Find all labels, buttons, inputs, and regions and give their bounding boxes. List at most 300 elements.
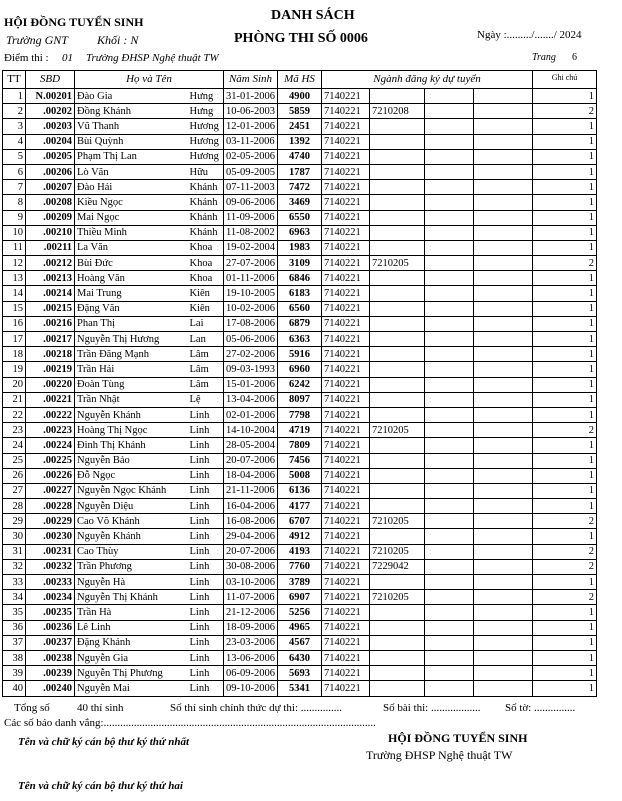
cell-nganh-2 bbox=[370, 529, 425, 544]
cell-mahs: 1787 bbox=[278, 164, 322, 179]
cell-ghichu: 2 bbox=[533, 256, 597, 271]
cell-nganh-2 bbox=[370, 635, 425, 650]
sheet-count: Số tờ: ............... bbox=[505, 702, 576, 714]
cell-nganh-1: 7140221 bbox=[322, 195, 370, 210]
cell-mahs: 5341 bbox=[278, 681, 322, 696]
cell-mahs: 7472 bbox=[278, 180, 322, 195]
cell-ho-ten: Nguyễn Ngọc Khánh bbox=[75, 483, 188, 498]
cell-nganh-3 bbox=[425, 483, 474, 498]
cell-nganh-3 bbox=[425, 134, 474, 149]
cell-dob: 27-07-2006 bbox=[224, 256, 278, 271]
table-row bbox=[3, 423, 597, 438]
cell-dob: 20-07-2006 bbox=[224, 453, 278, 468]
cell-ho-ten: Trần Hải bbox=[75, 362, 188, 377]
cell-nganh-3 bbox=[425, 635, 474, 650]
cell-tt: 40 bbox=[3, 681, 26, 696]
cell-nganh-1: 7140221 bbox=[322, 180, 370, 195]
cell-nganh-3 bbox=[425, 256, 474, 271]
cell-ghichu: 1 bbox=[533, 195, 597, 210]
cell-ho-ten: Bùi Đức bbox=[75, 256, 188, 271]
cell-nganh-3 bbox=[425, 605, 474, 620]
cell-ghichu: 1 bbox=[533, 392, 597, 407]
cell-ghichu: 1 bbox=[533, 316, 597, 331]
cell-mahs: 6560 bbox=[278, 301, 322, 316]
cell-nganh-4 bbox=[474, 635, 533, 650]
cell-ghichu: 1 bbox=[533, 605, 597, 620]
cell-ghichu: 1 bbox=[533, 468, 597, 483]
table-row bbox=[3, 575, 597, 590]
cell-ho-ten: Hoàng Văn bbox=[75, 271, 188, 286]
diem-thi-code: 01 bbox=[62, 52, 73, 64]
cell-nganh-1: 7140221 bbox=[322, 347, 370, 362]
cell-nganh-2 bbox=[370, 666, 425, 681]
cell-nganh-2 bbox=[370, 225, 425, 240]
cell-sbd: .00227 bbox=[26, 483, 75, 498]
cell-tt: 31 bbox=[3, 544, 26, 559]
cell-nganh-2 bbox=[370, 240, 425, 255]
cell-nganh-4 bbox=[474, 514, 533, 529]
table-row bbox=[3, 681, 597, 696]
council-signature: HỘI ĐỒNG TUYỂN SINH bbox=[388, 731, 528, 745]
cell-tt: 7 bbox=[3, 180, 26, 195]
cell-sbd: .00209 bbox=[26, 210, 75, 225]
cell-nganh-3 bbox=[425, 559, 474, 574]
cell-ho-ten: Mai Trung bbox=[75, 286, 188, 301]
cell-ho-ten: Cao Thùy bbox=[75, 544, 188, 559]
cell-nganh-3 bbox=[425, 347, 474, 362]
cell-nganh-3 bbox=[425, 423, 474, 438]
candidate-table bbox=[2, 70, 597, 697]
cell-tt: 28 bbox=[3, 499, 26, 514]
cell-dob: 06-09-2006 bbox=[224, 666, 278, 681]
cell-ten: Lâm bbox=[188, 362, 224, 377]
cell-nganh-4 bbox=[474, 377, 533, 392]
cell-sbd: .00202 bbox=[26, 104, 75, 119]
cell-ten: Linh bbox=[188, 407, 224, 422]
cell-ten: Lâm bbox=[188, 347, 224, 362]
cell-tt: 30 bbox=[3, 529, 26, 544]
cell-ten: Khoa bbox=[188, 256, 224, 271]
cell-ghichu: 1 bbox=[533, 149, 597, 164]
cell-ten: Lâm bbox=[188, 377, 224, 392]
cell-mahs: 5256 bbox=[278, 605, 322, 620]
cell-ghichu: 1 bbox=[533, 240, 597, 255]
cell-ten: Linh bbox=[188, 529, 224, 544]
cell-sbd: .00230 bbox=[26, 529, 75, 544]
cell-ghichu: 1 bbox=[533, 89, 597, 104]
cell-nganh-2: 7210208 bbox=[370, 104, 425, 119]
cell-tt: 33 bbox=[3, 575, 26, 590]
table-row bbox=[3, 149, 597, 164]
cell-nganh-1: 7140221 bbox=[322, 332, 370, 347]
cell-tt: 6 bbox=[3, 164, 26, 179]
cell-nganh-3 bbox=[425, 286, 474, 301]
table-row bbox=[3, 514, 597, 529]
cell-tt: 19 bbox=[3, 362, 26, 377]
page-number: 6 bbox=[572, 52, 577, 63]
cell-mahs: 7809 bbox=[278, 438, 322, 453]
cell-ten: Linh bbox=[188, 468, 224, 483]
cell-tt: 12 bbox=[3, 256, 26, 271]
cell-nganh-2 bbox=[370, 164, 425, 179]
cell-nganh-1: 7140221 bbox=[322, 681, 370, 696]
cell-ghichu: 1 bbox=[533, 119, 597, 134]
table-row bbox=[3, 104, 597, 119]
table-row bbox=[3, 362, 597, 377]
cell-nganh-1: 7140221 bbox=[322, 392, 370, 407]
cell-nganh-2 bbox=[370, 134, 425, 149]
cell-dob: 17-08-2006 bbox=[224, 316, 278, 331]
cell-tt: 37 bbox=[3, 635, 26, 650]
cell-ho-ten: Đặng Khánh bbox=[75, 635, 188, 650]
cell-dob: 16-08-2006 bbox=[224, 514, 278, 529]
cell-ho-ten: Kiều Ngọc bbox=[75, 195, 188, 210]
table-row bbox=[3, 559, 597, 574]
cell-ho-ten: Đồng Khánh bbox=[75, 104, 188, 119]
cell-ghichu: 1 bbox=[533, 134, 597, 149]
cell-nganh-2 bbox=[370, 605, 425, 620]
cell-ten: Lệ bbox=[188, 392, 224, 407]
cell-sbd: .00221 bbox=[26, 392, 75, 407]
col-dob: Năm Sinh bbox=[224, 71, 278, 89]
cell-sbd: .00211 bbox=[26, 240, 75, 255]
cell-nganh-4 bbox=[474, 620, 533, 635]
cell-tt: 24 bbox=[3, 438, 26, 453]
cell-nganh-4 bbox=[474, 544, 533, 559]
table-row bbox=[3, 180, 597, 195]
cell-nganh-1: 7140221 bbox=[322, 499, 370, 514]
table-row bbox=[3, 210, 597, 225]
school-label: Trường GNT bbox=[6, 33, 68, 47]
cell-dob: 03-11-2006 bbox=[224, 134, 278, 149]
cell-sbd: .00210 bbox=[26, 225, 75, 240]
cell-nganh-3 bbox=[425, 438, 474, 453]
cell-nganh-2: 7210205 bbox=[370, 423, 425, 438]
cell-nganh-3 bbox=[425, 210, 474, 225]
cell-sbd: .00236 bbox=[26, 620, 75, 635]
cell-nganh-1: 7140221 bbox=[322, 529, 370, 544]
cell-ghichu: 2 bbox=[533, 544, 597, 559]
cell-nganh-1: 7140221 bbox=[322, 149, 370, 164]
cell-nganh-3 bbox=[425, 301, 474, 316]
table-row bbox=[3, 529, 597, 544]
cell-nganh-2 bbox=[370, 468, 425, 483]
cell-nganh-2 bbox=[370, 453, 425, 468]
cell-dob: 21-11-2006 bbox=[224, 483, 278, 498]
cell-sbd: .00218 bbox=[26, 347, 75, 362]
cell-mahs: 3789 bbox=[278, 575, 322, 590]
cell-nganh-3 bbox=[425, 544, 474, 559]
cell-sbd: .00217 bbox=[26, 332, 75, 347]
cell-nganh-2 bbox=[370, 332, 425, 347]
cell-dob: 07-11-2003 bbox=[224, 180, 278, 195]
cell-ten: Linh bbox=[188, 620, 224, 635]
cell-nganh-2 bbox=[370, 575, 425, 590]
absent-list: Các số báo danh vắng:................................................................................................... bbox=[4, 717, 376, 729]
cell-nganh-3 bbox=[425, 453, 474, 468]
cell-dob: 29-04-2006 bbox=[224, 529, 278, 544]
cell-dob: 05-09-2005 bbox=[224, 164, 278, 179]
cell-sbd: .00220 bbox=[26, 377, 75, 392]
table-row bbox=[3, 453, 597, 468]
table-row bbox=[3, 195, 597, 210]
cell-nganh-1: 7140221 bbox=[322, 316, 370, 331]
cell-ten: Lai bbox=[188, 316, 224, 331]
cell-nganh-3 bbox=[425, 104, 474, 119]
cell-nganh-3 bbox=[425, 271, 474, 286]
cell-nganh-2 bbox=[370, 650, 425, 665]
cell-nganh-2 bbox=[370, 119, 425, 134]
cell-nganh-4 bbox=[474, 666, 533, 681]
cell-dob: 16-04-2006 bbox=[224, 499, 278, 514]
cell-sbd: .00214 bbox=[26, 286, 75, 301]
cell-ten: Linh bbox=[188, 681, 224, 696]
cell-ho-ten: Hoàng Thị Ngọc bbox=[75, 423, 188, 438]
cell-nganh-1: 7140221 bbox=[322, 286, 370, 301]
cell-mahs: 6550 bbox=[278, 210, 322, 225]
cell-nganh-4 bbox=[474, 180, 533, 195]
table-row bbox=[3, 347, 597, 362]
cell-ho-ten: Nguyễn Mai bbox=[75, 681, 188, 696]
cell-ten: Hương bbox=[188, 134, 224, 149]
cell-ho-ten: Nguyễn Thị Phương bbox=[75, 666, 188, 681]
cell-sbd: .00231 bbox=[26, 544, 75, 559]
cell-ho-ten: Thiều Minh bbox=[75, 225, 188, 240]
cell-mahs: 6707 bbox=[278, 514, 322, 529]
cell-nganh-2: 7210205 bbox=[370, 256, 425, 271]
col-ghichu: Ghi chú bbox=[533, 71, 597, 89]
cell-nganh-2 bbox=[370, 483, 425, 498]
table-row bbox=[3, 164, 597, 179]
cell-tt: 32 bbox=[3, 559, 26, 574]
cell-tt: 9 bbox=[3, 210, 26, 225]
cell-nganh-4 bbox=[474, 483, 533, 498]
cell-nganh-4 bbox=[474, 256, 533, 271]
page-label: Trang bbox=[532, 52, 556, 63]
cell-tt: 38 bbox=[3, 650, 26, 665]
cell-ho-ten: Nguyễn Gia bbox=[75, 650, 188, 665]
cell-dob: 28-05-2004 bbox=[224, 438, 278, 453]
cell-dob: 11-07-2006 bbox=[224, 590, 278, 605]
cell-nganh-3 bbox=[425, 180, 474, 195]
cell-ho-ten: Cao Võ Khánh bbox=[75, 514, 188, 529]
cell-tt: 5 bbox=[3, 149, 26, 164]
cell-nganh-1: 7140221 bbox=[322, 119, 370, 134]
cell-nganh-3 bbox=[425, 149, 474, 164]
cell-mahs: 4567 bbox=[278, 635, 322, 650]
cell-ghichu: 1 bbox=[533, 438, 597, 453]
cell-mahs: 3469 bbox=[278, 195, 322, 210]
cell-ho-ten: Đỗ Ngọc bbox=[75, 468, 188, 483]
table-row bbox=[3, 544, 597, 559]
cell-tt: 20 bbox=[3, 377, 26, 392]
cell-nganh-2 bbox=[370, 316, 425, 331]
cell-nganh-3 bbox=[425, 407, 474, 422]
cell-nganh-1: 7140221 bbox=[322, 620, 370, 635]
cell-nganh-1: 7140221 bbox=[322, 89, 370, 104]
cell-mahs: 6183 bbox=[278, 286, 322, 301]
table-row bbox=[3, 605, 597, 620]
cell-nganh-4 bbox=[474, 332, 533, 347]
cell-dob: 18-04-2006 bbox=[224, 468, 278, 483]
col-nganh: Ngành đăng ký dự tuyển bbox=[322, 71, 533, 89]
cell-ghichu: 1 bbox=[533, 407, 597, 422]
table-row bbox=[3, 316, 597, 331]
cell-dob: 10-06-2003 bbox=[224, 104, 278, 119]
table-row bbox=[3, 438, 597, 453]
cell-ghichu: 1 bbox=[533, 301, 597, 316]
date-field: Ngày :........./......./ 2024 bbox=[477, 29, 582, 41]
cell-nganh-2 bbox=[370, 407, 425, 422]
cell-ten: Linh bbox=[188, 499, 224, 514]
cell-sbd: .00235 bbox=[26, 605, 75, 620]
cell-ho-ten: Nguyễn Khánh bbox=[75, 529, 188, 544]
cell-ghichu: 1 bbox=[533, 499, 597, 514]
cell-ten: Linh bbox=[188, 635, 224, 650]
cell-ho-ten: Lê Linh bbox=[75, 620, 188, 635]
cell-ho-ten: Bùi Quỳnh bbox=[75, 134, 188, 149]
cell-nganh-1: 7140221 bbox=[322, 256, 370, 271]
cell-sbd: .00216 bbox=[26, 316, 75, 331]
cell-tt: 22 bbox=[3, 407, 26, 422]
cell-ho-ten: Đào Hải bbox=[75, 180, 188, 195]
cell-nganh-1: 7140221 bbox=[322, 544, 370, 559]
cell-sbd: .00229 bbox=[26, 514, 75, 529]
cell-nganh-3 bbox=[425, 89, 474, 104]
cell-ghichu: 1 bbox=[533, 620, 597, 635]
cell-nganh-2 bbox=[370, 347, 425, 362]
cell-ho-ten: Trần Phương bbox=[75, 559, 188, 574]
cell-dob: 11-08-2002 bbox=[224, 225, 278, 240]
cell-mahs: 4740 bbox=[278, 149, 322, 164]
cell-nganh-3 bbox=[425, 240, 474, 255]
cell-ho-ten: Mai Ngọc bbox=[75, 210, 188, 225]
cell-sbd: .00234 bbox=[26, 590, 75, 605]
col-name: Họ và Tên bbox=[75, 71, 224, 89]
cell-dob: 27-02-2006 bbox=[224, 347, 278, 362]
cell-mahs: 4965 bbox=[278, 620, 322, 635]
cell-ghichu: 1 bbox=[533, 453, 597, 468]
cell-ten: Khánh bbox=[188, 195, 224, 210]
cell-ho-ten: Phạm Thị Lan bbox=[75, 149, 188, 164]
cell-ghichu: 2 bbox=[533, 104, 597, 119]
cell-sbd: N.00201 bbox=[26, 89, 75, 104]
table-row bbox=[3, 89, 597, 104]
cell-dob: 30-08-2006 bbox=[224, 559, 278, 574]
cell-nganh-3 bbox=[425, 468, 474, 483]
cell-nganh-1: 7140221 bbox=[322, 468, 370, 483]
table-header-row bbox=[3, 71, 597, 89]
cell-ho-ten: Phan Thị bbox=[75, 316, 188, 331]
cell-nganh-3 bbox=[425, 332, 474, 347]
cell-ten: Hưng bbox=[188, 89, 224, 104]
cell-sbd: .00239 bbox=[26, 666, 75, 681]
cell-nganh-3 bbox=[425, 681, 474, 696]
cell-tt: 11 bbox=[3, 240, 26, 255]
cell-ghichu: 1 bbox=[533, 681, 597, 696]
cell-nganh-2: 7229042 bbox=[370, 559, 425, 574]
cell-ten: Hương bbox=[188, 119, 224, 134]
cell-dob: 11-09-2006 bbox=[224, 210, 278, 225]
cell-nganh-4 bbox=[474, 225, 533, 240]
cell-ho-ten: Nguyễn Khánh bbox=[75, 407, 188, 422]
cell-mahs: 6430 bbox=[278, 650, 322, 665]
diem-thi-name: Trường ĐHSP Nghệ thuật TW bbox=[86, 52, 219, 64]
cell-ten: Linh bbox=[188, 438, 224, 453]
cell-nganh-4 bbox=[474, 119, 533, 134]
cell-ghichu: 1 bbox=[533, 666, 597, 681]
table-row bbox=[3, 650, 597, 665]
cell-dob: 21-12-2006 bbox=[224, 605, 278, 620]
cell-sbd: .00232 bbox=[26, 559, 75, 574]
cell-mahs: 6963 bbox=[278, 225, 322, 240]
cell-nganh-4 bbox=[474, 347, 533, 362]
cell-nganh-2 bbox=[370, 499, 425, 514]
cell-sbd: .00228 bbox=[26, 499, 75, 514]
cell-sbd: .00226 bbox=[26, 468, 75, 483]
cell-nganh-3 bbox=[425, 529, 474, 544]
cell-nganh-4 bbox=[474, 438, 533, 453]
cell-ten: Khánh bbox=[188, 225, 224, 240]
cell-nganh-1: 7140221 bbox=[322, 362, 370, 377]
cell-mahs: 5693 bbox=[278, 666, 322, 681]
table-row bbox=[3, 499, 597, 514]
cell-nganh-2 bbox=[370, 392, 425, 407]
cell-ho-ten: Lò Văn bbox=[75, 164, 188, 179]
cell-sbd: .00223 bbox=[26, 423, 75, 438]
cell-ten: Linh bbox=[188, 666, 224, 681]
cell-nganh-3 bbox=[425, 195, 474, 210]
cell-tt: 18 bbox=[3, 347, 26, 362]
cell-tt: 26 bbox=[3, 468, 26, 483]
cell-ho-ten: Đoàn Tùng bbox=[75, 377, 188, 392]
cell-sbd: .00215 bbox=[26, 301, 75, 316]
cell-nganh-1: 7140221 bbox=[322, 635, 370, 650]
paper-count: Số bài thi: .................. bbox=[383, 702, 481, 714]
cell-dob: 13-06-2006 bbox=[224, 650, 278, 665]
cell-nganh-1: 7140221 bbox=[322, 104, 370, 119]
cell-mahs: 5008 bbox=[278, 468, 322, 483]
cell-nganh-4 bbox=[474, 195, 533, 210]
cell-tt: 15 bbox=[3, 301, 26, 316]
cell-ho-ten: Đinh Thị Khánh bbox=[75, 438, 188, 453]
cell-ho-ten: Nguyễn Thị Hương bbox=[75, 332, 188, 347]
cell-dob: 23-03-2006 bbox=[224, 635, 278, 650]
cell-ghichu: 1 bbox=[533, 650, 597, 665]
cell-nganh-1: 7140221 bbox=[322, 438, 370, 453]
cell-mahs: 6846 bbox=[278, 271, 322, 286]
cell-ten: Linh bbox=[188, 453, 224, 468]
cell-tt: 17 bbox=[3, 332, 26, 347]
cell-tt: 3 bbox=[3, 119, 26, 134]
cell-nganh-1: 7140221 bbox=[322, 271, 370, 286]
cell-tt: 35 bbox=[3, 605, 26, 620]
cell-tt: 4 bbox=[3, 134, 26, 149]
table-row bbox=[3, 240, 597, 255]
cell-nganh-1: 7140221 bbox=[322, 407, 370, 422]
cell-nganh-2: 7210205 bbox=[370, 514, 425, 529]
cell-ho-ten: Nguyễn Diệu bbox=[75, 499, 188, 514]
cell-tt: 39 bbox=[3, 666, 26, 681]
cell-mahs: 5916 bbox=[278, 347, 322, 362]
cell-nganh-4 bbox=[474, 164, 533, 179]
cell-mahs: 8097 bbox=[278, 392, 322, 407]
cell-mahs: 6363 bbox=[278, 332, 322, 347]
cell-dob: 12-01-2006 bbox=[224, 119, 278, 134]
cell-ghichu: 1 bbox=[533, 529, 597, 544]
cell-sbd: .00205 bbox=[26, 149, 75, 164]
cell-mahs: 1392 bbox=[278, 134, 322, 149]
